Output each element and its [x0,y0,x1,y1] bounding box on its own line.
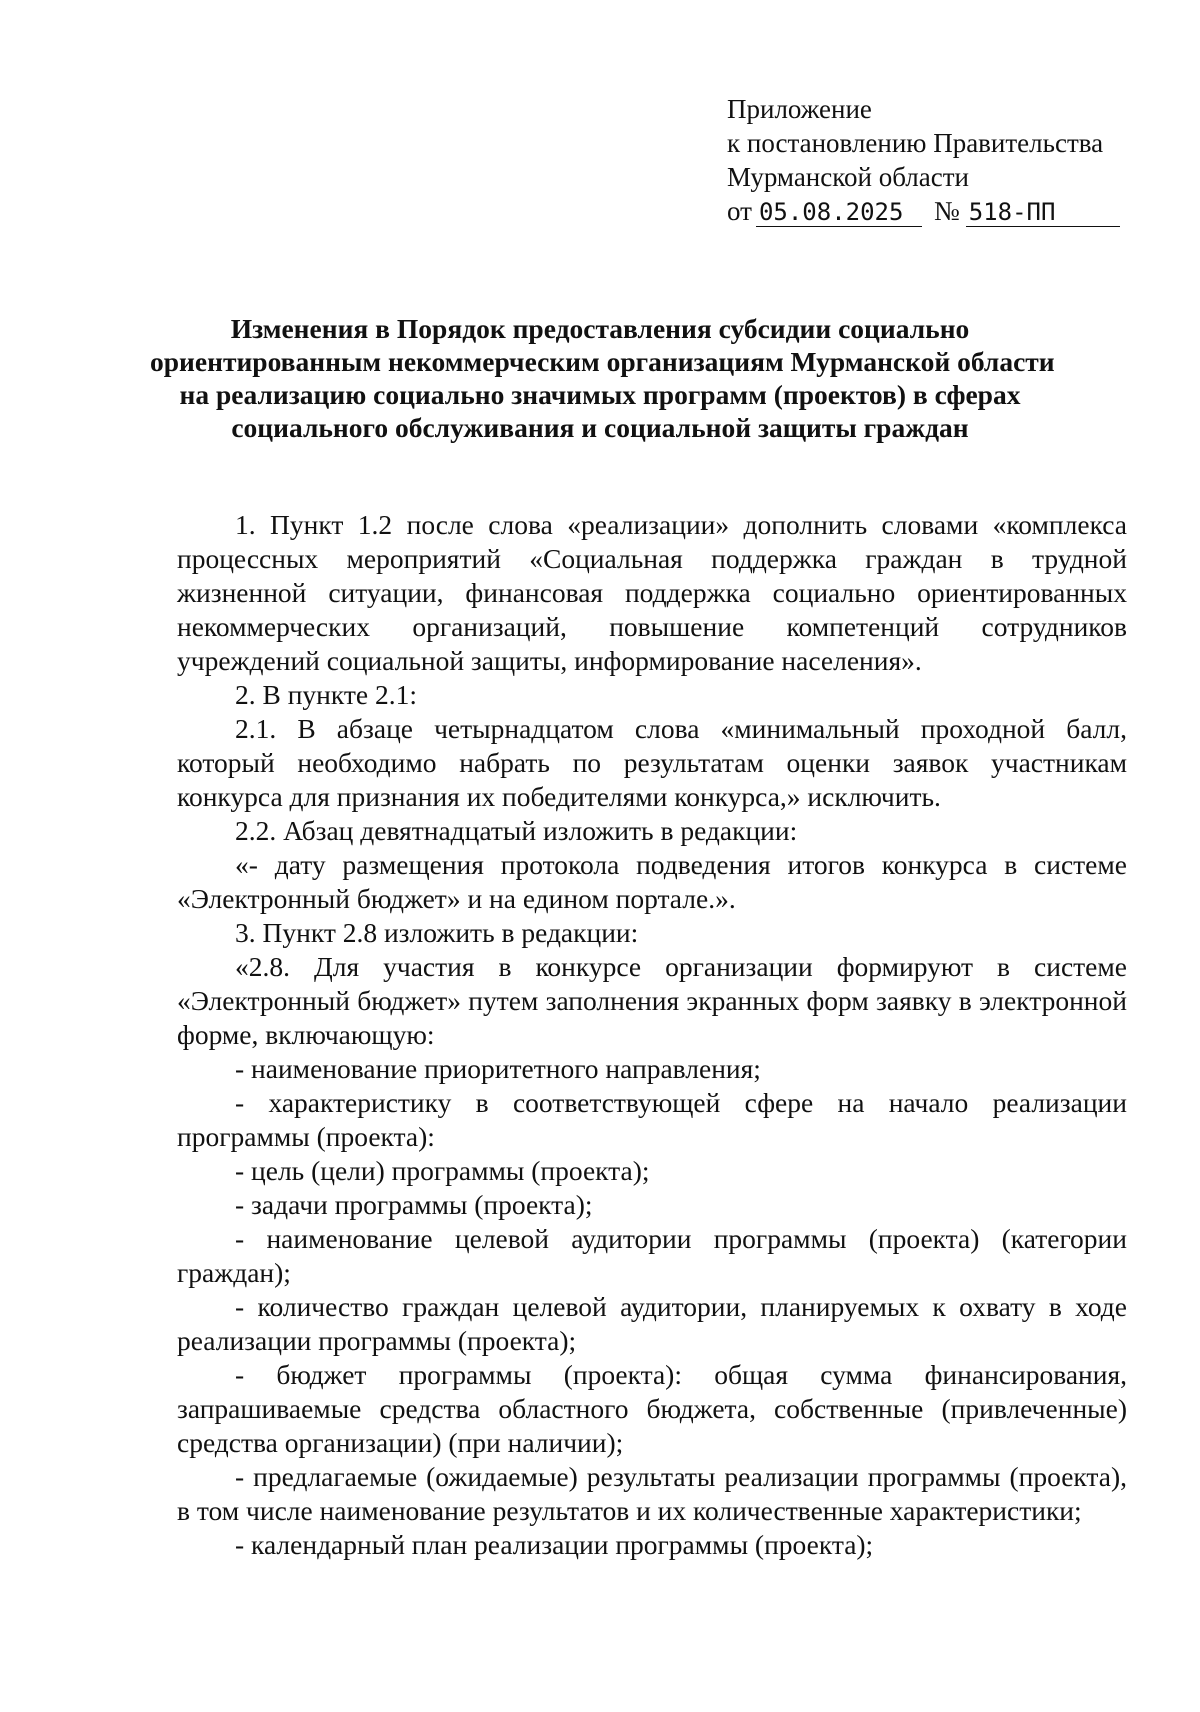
from-label: от [727,196,752,226]
list-item: - предлагаемые (ожидаемые) результаты реализации программы (проекта), в том числе наименование результатов и их количественные характеристики; [177,1461,1127,1526]
paragraph: 2.2. Абзац девятнадцатый изложить в редакции: [235,815,798,846]
list-item: - календарный план реализации программы (проекта); [235,1529,874,1560]
paragraph: 3. Пункт 2.8 изложить в редакции: [235,917,639,948]
list-item: - характеристику в соответствующей сфере на начало реализации программы (проекта): [177,1087,1127,1152]
title-line: ориентированным некоммерческим организациям Мурманской области [150,346,1055,377]
list-item: - количество граждан целевой аудитории, планируемых к охвату в ходе реализации программы (проекта); [177,1291,1127,1356]
document-body [177,508,1127,1562]
paragraph: «2.8. Для участия в конкурсе организации формируют в системе «Электронный бюджет» путем заполнения экранных форм заявку в электронной форме, включающую: [177,951,1127,1050]
list-item: - цель (цели) программы (проекта); [235,1155,650,1186]
paragraph: «- дату размещения протокола подведения итогов конкурса в системе «Электронный бюджет» и на едином портале.». [177,849,1127,914]
paragraph: 1. Пункт 1.2 после слова «реализации» дополнить словами «комплекса процессных мероприятий «Социальная поддержка граждан в трудной жизненной ситуации, финансовая поддержка социально ориентированных некоммерческих организаций, повышение компетенций сотрудников учреждений социальной защиты, информирование населения». [177,509,1127,676]
appendix-region: Мурманской области [727,162,969,192]
resolution-number: 518-ПП [966,199,1120,227]
appendix-label: Приложение [727,94,872,124]
paragraph: 2. В пункте 2.1: [235,679,418,710]
number-sign: № [933,196,960,226]
title-line: на реализацию социально значимых программ (проектов) в сферах [179,379,1021,410]
document-title [150,312,1055,444]
appendix-resolution-ref: к постановлению Правительства [727,128,1104,158]
appendix-header [727,92,1127,228]
title-line: социального обслуживания и социальной защиты граждан [231,412,969,443]
title-line: Изменения в Порядок предоставления субсидии социально [230,313,970,344]
paragraph: 2.1. В абзаце четырнадцатом слова «минимальный проходной балл, который необходимо набрать по результатам оценки заявок участникам конкурса для признания их победителями конкурса,» исключить. [177,713,1127,812]
resolution-date: 05.08.2025 [756,199,922,227]
list-item: - наименование целевой аудитории программы (проекта) (категории граждан); [177,1223,1127,1288]
list-item: - наименование приоритетного направления; [235,1053,761,1084]
appendix-date-number-line [727,194,1127,228]
list-item: - бюджет программы (проекта): общая сумма финансирования, запрашиваемые средства областного бюджета, собственные (привлеченные) средства организации) (при наличии); [177,1359,1127,1458]
list-item: - задачи программы (проекта); [235,1189,593,1220]
